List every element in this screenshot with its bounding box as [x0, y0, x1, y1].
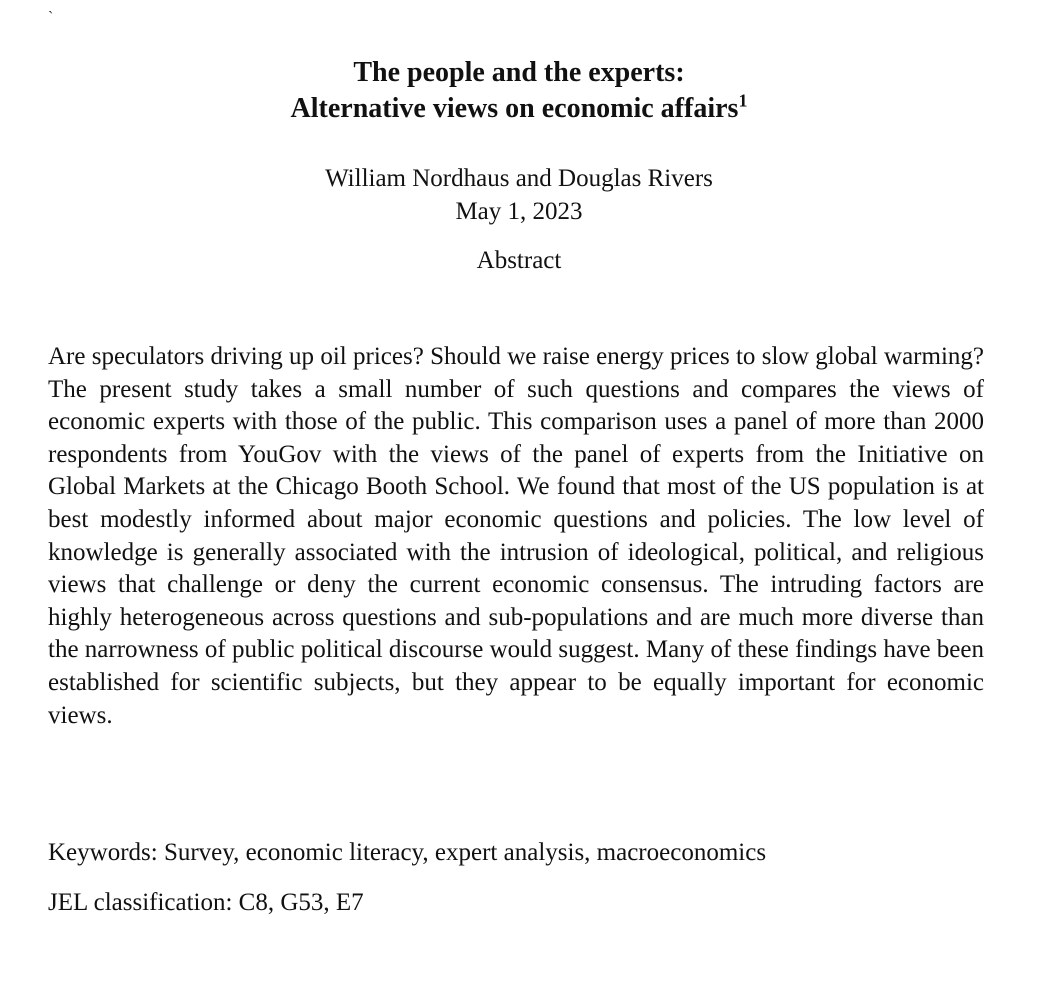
- authors: William Nordhaus and Douglas Rivers: [325, 165, 713, 192]
- title-line-2: [0, 91, 1038, 127]
- abstract-body: Are speculators driving up oil prices? Should we raise energy prices to slow global warming? The present study takes a small number of such questions and compares the views of economic experts with those of the public. This comparison uses a panel of more than 2000 respondents from YouGov with the views of the panel of experts from the Initiative on Global Markets at the Chicago Booth School. We found that most of the US population is at best modestly informed about major economic questions and policies. The low level of knowledge is generally associated with the intrusion of ideological, political, and religious views that challenge or deny the current economic consensus. The intruding factors are highly heterogeneous across questions and sub-populations and are much more diverse than the narrowness of public political discourse would suggest. Many of these findings have been established for scientific subjects, but they appear to be equally important for economic views.: [48, 343, 984, 729]
- title-footnote-marker[interactable]: 1: [738, 90, 748, 111]
- abstract-heading: Abstract: [476, 247, 562, 274]
- publication-date: May 1, 2023: [455, 198, 583, 225]
- title-line-1: The people and the experts:: [353, 57, 685, 88]
- header-mark: `: [48, 9, 54, 26]
- paper-title: [0, 55, 1038, 127]
- jel-classification: JEL classification: C8, G53, E7: [48, 889, 364, 916]
- keywords: Keywords: Survey, economic literacy, expert analysis, macroeconomics: [48, 839, 767, 866]
- title-line-2-text: Alternative views on economic affairs: [290, 93, 739, 124]
